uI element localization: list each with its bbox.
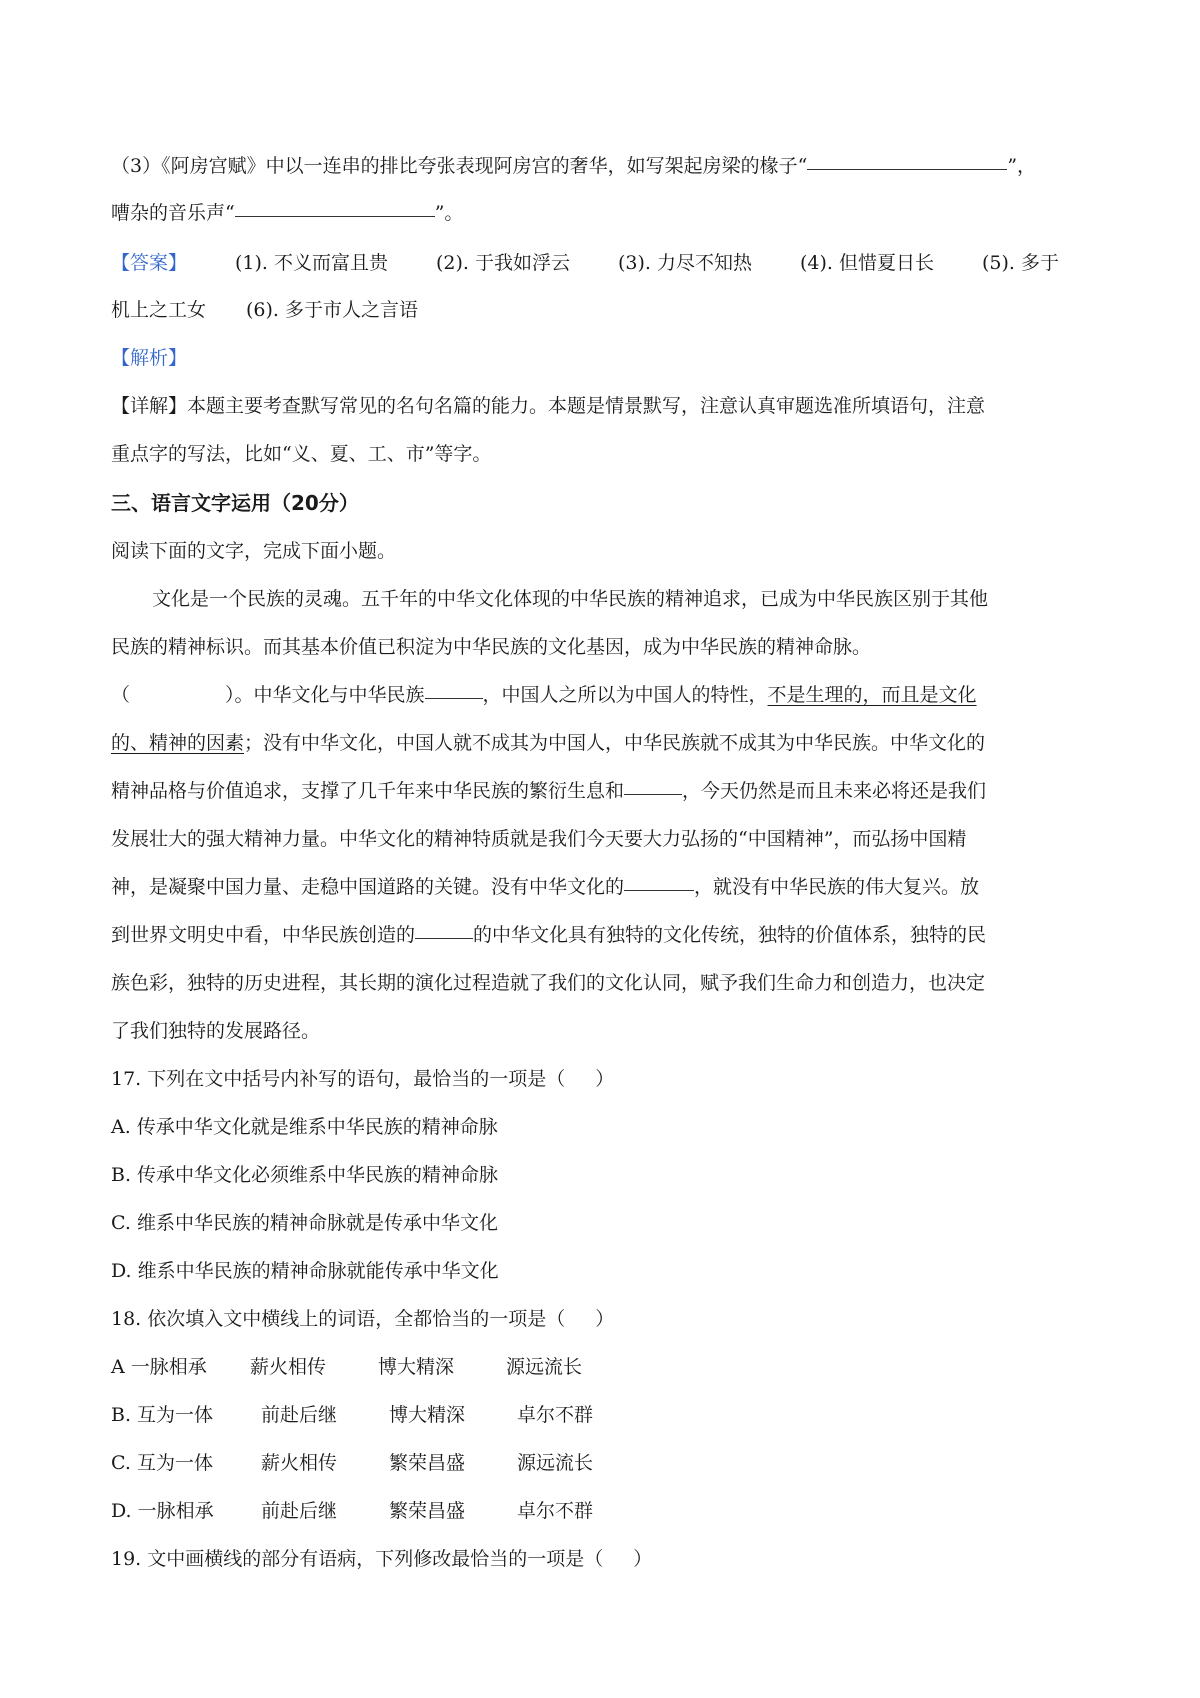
q3-text-1b: ”，: [1007, 155, 1037, 177]
q19-stem: [111, 1546, 652, 1572]
passage-p2-line-3: [111, 778, 986, 804]
q17-option-d: D. 维系中华民族的精神命脉就能传承中华文化: [111, 1260, 499, 1282]
q18-d-word-4: 卓尔不群: [517, 1500, 594, 1522]
q3-line-2: [111, 200, 463, 226]
answer-item-4: (4). 但惜夏日长: [800, 252, 935, 274]
passage-text: 到世界文明史中看，中华民族创造的: [111, 924, 416, 946]
section-title: 三、语言文字运用（20分）: [111, 491, 359, 515]
passage-text: ）。中华文化与中华民族: [225, 684, 425, 706]
q18-c-word-1: C. 互为一体: [111, 1452, 213, 1474]
answer-item-5-cont: 机上之工女: [111, 299, 207, 321]
passage-p1-line-2: 民族的精神标识。而其基本价值已积淀为中华民族的文化基因，成为中华民族的精神命脉。: [111, 636, 872, 658]
passage-text: ；没有中华文化，中国人就不成其为中国人，中华民族就不成其为中华民族。中华文化的: [244, 732, 986, 754]
passage-p2-line-7: 族色彩，独特的历史进程，其长期的演化过程造就了我们的文化认同，赋予我们生命力和创造力，也决定: [111, 972, 986, 994]
q18-b-word-3: 博大精深: [389, 1404, 466, 1426]
answer-item-5: (5). 多于: [982, 252, 1060, 274]
underlined-sentence-part-1: 不是生理的，而且是文化: [767, 684, 977, 706]
q18-b-word-1: B. 互为一体: [111, 1404, 214, 1426]
q3-text-2a: 嘈杂的音乐声“: [111, 202, 235, 224]
analysis-tag: 【解析】: [111, 347, 188, 369]
analysis-tag-line: [111, 345, 187, 371]
blank-1: [425, 697, 483, 699]
q18-paren-close: ）: [595, 1308, 615, 1330]
passage-text: ，中国人之所以为中国人的特性，: [482, 684, 768, 706]
passage-text: 的中华文化具有独特的文化传统，独特的价值体系，独特的民: [473, 924, 987, 946]
section-instruction: 阅读下面的文字，完成下面小题。: [111, 540, 397, 562]
passage-text: 神，是凝聚中国力量、走稳中国道路的关键。没有中华文化的: [111, 876, 625, 898]
q18-option-b: [111, 1402, 593, 1428]
passage-text: 精神品格与价值追求，支撑了几千年来中华民族的繁衍生息和: [111, 780, 625, 802]
q18-option-d: [111, 1498, 593, 1524]
q18-a-word-2: 薪火相传: [250, 1356, 327, 1378]
q18-stem: [111, 1306, 614, 1332]
passage-p2-line-1: [111, 682, 977, 708]
q17-stem-text: 17. 下列在文中括号内补写的语句，最恰当的一项是（: [111, 1068, 566, 1090]
q18-d-word-2: 前赴后继: [261, 1500, 338, 1522]
passage-p2-line-5: [111, 874, 979, 900]
q18-c-word-4: 源远流长: [517, 1452, 594, 1474]
blank-2: [624, 793, 682, 795]
q18-a-word-3: 博大精深: [378, 1356, 455, 1378]
q3-blank-1: [807, 168, 1007, 170]
q18-stem-text: 18. 依次填入文中横线上的词语，全都恰当的一项是（: [111, 1308, 566, 1330]
q18-option-c: [111, 1450, 593, 1476]
q18-d-word-3: 繁荣昌盛: [389, 1500, 466, 1522]
q3-text-2b: ”。: [434, 202, 464, 224]
q3-blank-2: [235, 215, 435, 217]
q18-b-word-2: 前赴后继: [261, 1404, 338, 1426]
passage-text: ，就没有中华民族的伟大复兴。放: [694, 876, 980, 898]
q17-option-c: C. 维系中华民族的精神命脉就是传承中华文化: [111, 1212, 498, 1234]
blank-3: [624, 889, 694, 891]
q17-option-a: A. 传承中华文化就是维系中华民族的精神命脉: [111, 1116, 498, 1138]
passage-text: ，今天仍然是而且未来必将还是我们: [682, 780, 987, 802]
underlined-sentence-part-2: 的、精神的因素: [111, 732, 245, 754]
passage-p2-line-2: [111, 730, 985, 756]
answer-line-2: [111, 297, 418, 323]
q18-option-a: [111, 1354, 582, 1380]
q18-a-word-1: A 一脉相承: [111, 1356, 207, 1378]
paren-open: （: [111, 684, 131, 706]
q18-a-word-4: 源远流长: [506, 1356, 583, 1378]
blank-4: [415, 937, 473, 939]
q18-b-word-4: 卓尔不群: [517, 1404, 594, 1426]
q18-d-word-1: D. 一脉相承: [111, 1500, 214, 1522]
q17-paren-close: ）: [595, 1068, 615, 1090]
answer-item-2: (2). 于我如浮云: [436, 252, 571, 274]
answer-tag: 【答案】: [111, 252, 188, 274]
answer-item-6: (6). 多于市人之言语: [246, 299, 419, 321]
passage-p1-line-1: 文化是一个民族的灵魂。五千年的中华文化体现的中华民族的精神追求，已成为中华民族区别于其他: [152, 588, 989, 610]
answer-line-1: [111, 250, 1059, 276]
passage-p2-line-8: 了我们独特的发展路径。: [111, 1020, 321, 1042]
answer-item-3: (3). 力尽不知热: [618, 252, 753, 274]
q19-stem-text: 19. 文中画横线的部分有语病，下列修改最恰当的一项是（: [111, 1548, 604, 1570]
q17-option-b: B. 传承中华文化必须维系中华民族的精神命脉: [111, 1164, 499, 1186]
analysis-detail-1: 【详解】本题主要考查默写常见的名句名篇的能力。本题是情景默写，注意认真审题选准所填语句，注意: [111, 395, 986, 417]
passage-p2-line-6: [111, 922, 986, 948]
q18-c-word-3: 繁荣昌盛: [389, 1452, 466, 1474]
q3-line-1: [111, 153, 1036, 179]
analysis-detail-2: 重点字的写法，比如“义、夏、工、市”等字。: [111, 443, 492, 465]
q3-text-1a: （3）《阿房宫赋》中以一连串的排比夸张表现阿房宫的奢华，如写架起房梁的椽子“: [111, 155, 808, 177]
q17-stem: [111, 1066, 614, 1092]
answer-item-1: (1). 不义而富且贵: [235, 252, 389, 274]
q19-paren-close: ）: [633, 1548, 653, 1570]
passage-p2-line-4: 发展壮大的强大精神力量。中华文化的精神特质就是我们今天要大力弘扬的“中国精神”，而弘扬中国精: [111, 828, 967, 850]
q18-c-word-2: 薪火相传: [261, 1452, 338, 1474]
